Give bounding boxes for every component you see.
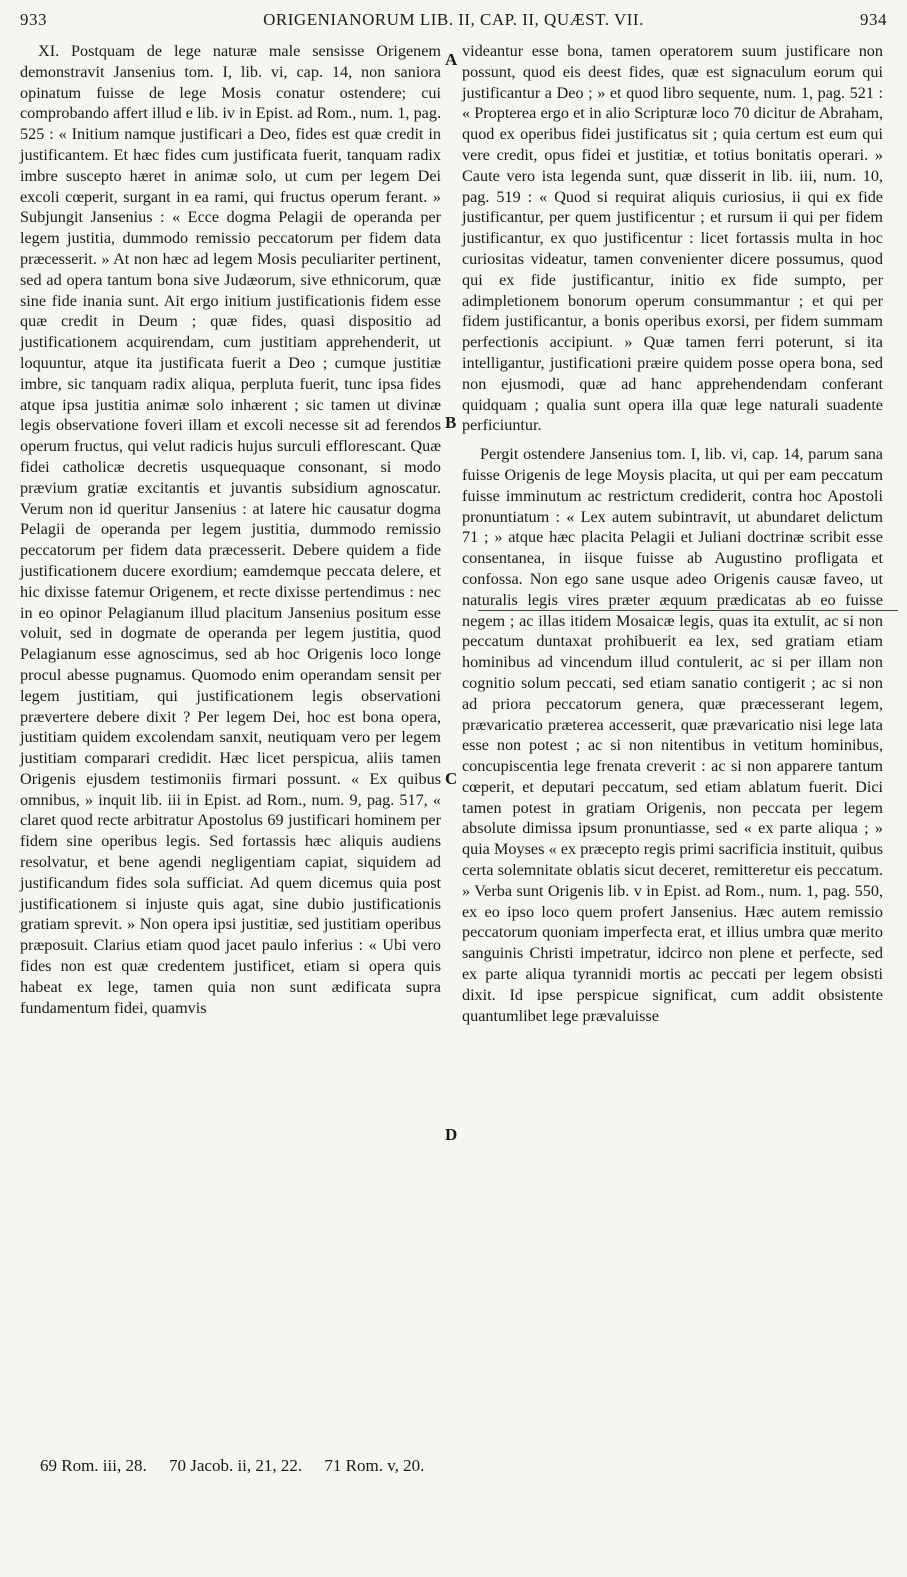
footnote: 69 Rom. iii, 28.: [40, 1456, 147, 1475]
page-number-right: 934: [860, 10, 887, 29]
section-rule: [478, 610, 898, 611]
margin-marker: C: [445, 769, 458, 788]
right-column: [462, 41, 883, 1026]
margin-marker: B: [445, 413, 457, 432]
running-header: [12, 10, 895, 34]
footnote: 70 Jacob. ii, 21, 22.: [168, 1456, 303, 1475]
page-number-left: 933: [20, 10, 47, 29]
paragraph: Pergit ostendere Jansenius tom. I, lib. vi, cap. 14, parum sana fuisse Origenis de lege Moysis placita, ut qui per eam peccatum fuisse imminutum ac restrictum crediderit, contra hoc Apostoli pronuntiatum : « Lex autem subintravit, ut abundaret delictum 71 ; » atque hæc placita Pelagii et Juliani doctrinæ scribit esse consentanea, in iisque fuisse ab Augustino profligata et confossa. Non ego sane usque adeo Origenis causæ faveo, ut naturalis legis vires præter æquum prædicatas ab eo fuisse negem ; ac illas itidem Mosaicæ legis, quas ita extulit, ac si non peccatum duntaxat prohibuerit ea lex, sed gratiam etiam hominibus ad vincendum illud contulerit, ac si per illam non cognitio solum peccati, sed etiam sanatio contigerit ; ac si non ad priora peccatorum genera, quæ præcesserant legem, prævaricatio præterea accesserit, quæ prævaricatio nisi lege lata esse non potest ; ac si non nitentibus in vetitum hominibus, concupiscentia lege frenata creverit : ac si non apparere tantum cœperit, et deputari peccatum, sed etiam ablatum fuerit. Dici tamen potest in gratiam Origenis, non peccata per legem absolute dimissa ipsum pronuntiasse, sed « ex parte aliqua ; » quia Moyses « ex præcepto regis primi sacrificia instituit, quibus certa solemnitate oblatis sicut deceret, remitteretur eis peccatum. » Verba sunt Origenis lib. v in Epist. ad Rom., num. 1, pag. 550, ex eo ipso loco quem profert Jansenius. Hæc autem remissio peccatorum quoniam imperfecta erat, et illius umbra quæ merito sanguinis Christi impetratur, idcirco non plene et perfecte, sed ex parte aliqua tyrannidi mortis ac peccati per legem obsisti dixit. Id ipse perspicue significat, cum addit obsistente quantumlibet lege prævaluisse: [462, 445, 883, 1025]
margin-marker: D: [445, 1125, 458, 1144]
footnotes: [40, 1456, 600, 1476]
footnote: 71 Rom. v, 20.: [324, 1456, 425, 1475]
margin-marker: A: [445, 50, 458, 69]
paragraph: videantur esse bona, tamen operatorem suum justificare non possunt, quod eis deest fides, quæ est signaculum eorum qui justificantur a Deo ; » et quod libro sequente, num. 1, pag. 521 : « Propterea ergo et in alio Scripturæ loco 70 dicitur de Abraham, quod ex operibus fidei justificatus sit ; quia certum est eum qui vere credit, opus fidei et justitiæ, et totius bonitatis operari. » Caute vero ista legenda sunt, quæ disserit in lib. iii, num. 10, pag. 519 : « Quod si requirat aliquis curiosius, ii qui ex fide justificantur, per quem justificentur ; et rursum ii qui per fidem justificantur, ex quo justificentur : licet fortassis multa in hoc curiositas videatur, tamen convenienter dicere possumus, quod qui ex fide justificantur, initio ex fide sumpto, per adimpletionem bonorum operum consummantur ; et qui per fidem justificantur, a bonis operibus exorsi, per fidem summam perfectionis accipiunt. » Quæ tamen ferri poterunt, si ita intelligantur, justificationi præire quidem posse opera bona, sed non ejusmodi, quæ ad hanc apprehendendam conferant quidquam ; qualia sunt opera illa quæ lege naturali suadente perficiuntur.: [462, 42, 883, 435]
paragraph: XI. Postquam de lege naturæ male sensisse Origenem demonstravit Jansenius tom. I, lib. vi, cap. 14, non saniora opinatum fuisse de lege Mosis conatur ostendere; cui comprobando affert illud e lib. iv in Epist. ad Rom., num. 1, pag. 525 : « Initium namque justificari a Deo, fides est quæ credit in justificantem. Et hæc fides cum justificata fuerit, tanquam radix imbre suscepto hæret in animæ solo, ut cum per legem Dei excoli cœperit, surgant in ea rami, qui fructus operum ferant. » Subjungit Jansenius : « Ecce dogma Pelagii de operanda per legem justitia, dummodo remissio peccatorum per fidem data præcesserit. » At non hæc ad legem Mosis peculiariter pertinent, sed ad opera tantum bona sive Judæorum, sive ethnicorum, quæ sine fide inania sunt. Ait ergo initium justificationis fidem esse quæ credit in Deum ; quæ fides, quasi dispositio ad justificationem acquirendam, cum justitiam apprehenderit, ut loquuntur, atque ita justificata fuerit a Deo ; cumque justitiæ imbre, sic tanquam radix aliqua, perpluta fuerit, tunc ipsa fides atque ipsa justitia animæ solo inhærent ; sic tamen ut divinæ legis observatione foveri illam et excoli necesse sit ad ferendos operum fructus, qui velut radicis hujus surculi efflorescant. Quæ fidei catholicæ decretis usquequaque consonant, si modo prævium gratiæ excitantis et juvantis subsidium agnoscatur. Verum non id queritur Jansenius : at latere hic causatur dogma Pelagii de operanda per legem justitia, dummodo remissio peccatorum per fidem data præcesserit. Debere quidem a fide justificationem ducere exordium; eamdemque peccata delere, et hic dixisse fatemur Origenem, et recte dixisse pertendimus : nec in eo opinor Pelagianum illud placitum Jansenius positum esse voluit, sed in dogmate de operanda per legem justitia, quod Pelagianum esse agnoscimus, sed ab hoc Origenis loco longe procul abesse pugnamus. Quomodo enim operandam sensit per legem justitiam, qui justificationem legis observationi prævertere debere dixit ? Per legem Dei, hoc est bona opera, justitiam quidem excolendam sanxit, neutiquam vero per legem justitiam comparari credidit. Hæc licet perspicua, aliis tamen Origenis ejusdem testimoniis firmari possunt. « Ex quibus omnibus, » inquit lib. iii in Epist. ad Rom., num. 9, pag. 517, « claret quod recte arbitratur Apostolus 69 justificari hominem per fidem sine operibus legis. Sed fortassis hæc aliquis audiens resolvatur, et bene agendi negligentiam capiat, siquidem ad justificandum fides sola sufficiat. Ad quem dicemus quia post justificationem si injuste quis agat, sine dubio justificationis gratiam sprevit. » Non opera ipsi justitiæ, sed justitiam operibus præposuit. Clarius etiam quod jacet paulo inferius : « Ubi vero fides non est quæ credentem justificet, etiam si opera quis habeat ex lege, tamen quia non sunt ædificata supra fundamentum fidei, quamvis: [20, 42, 441, 1017]
left-column: [20, 41, 441, 1018]
running-title: ORIGENIANORUM LIB. II, CAP. II, QUÆST. VII.: [263, 10, 644, 29]
